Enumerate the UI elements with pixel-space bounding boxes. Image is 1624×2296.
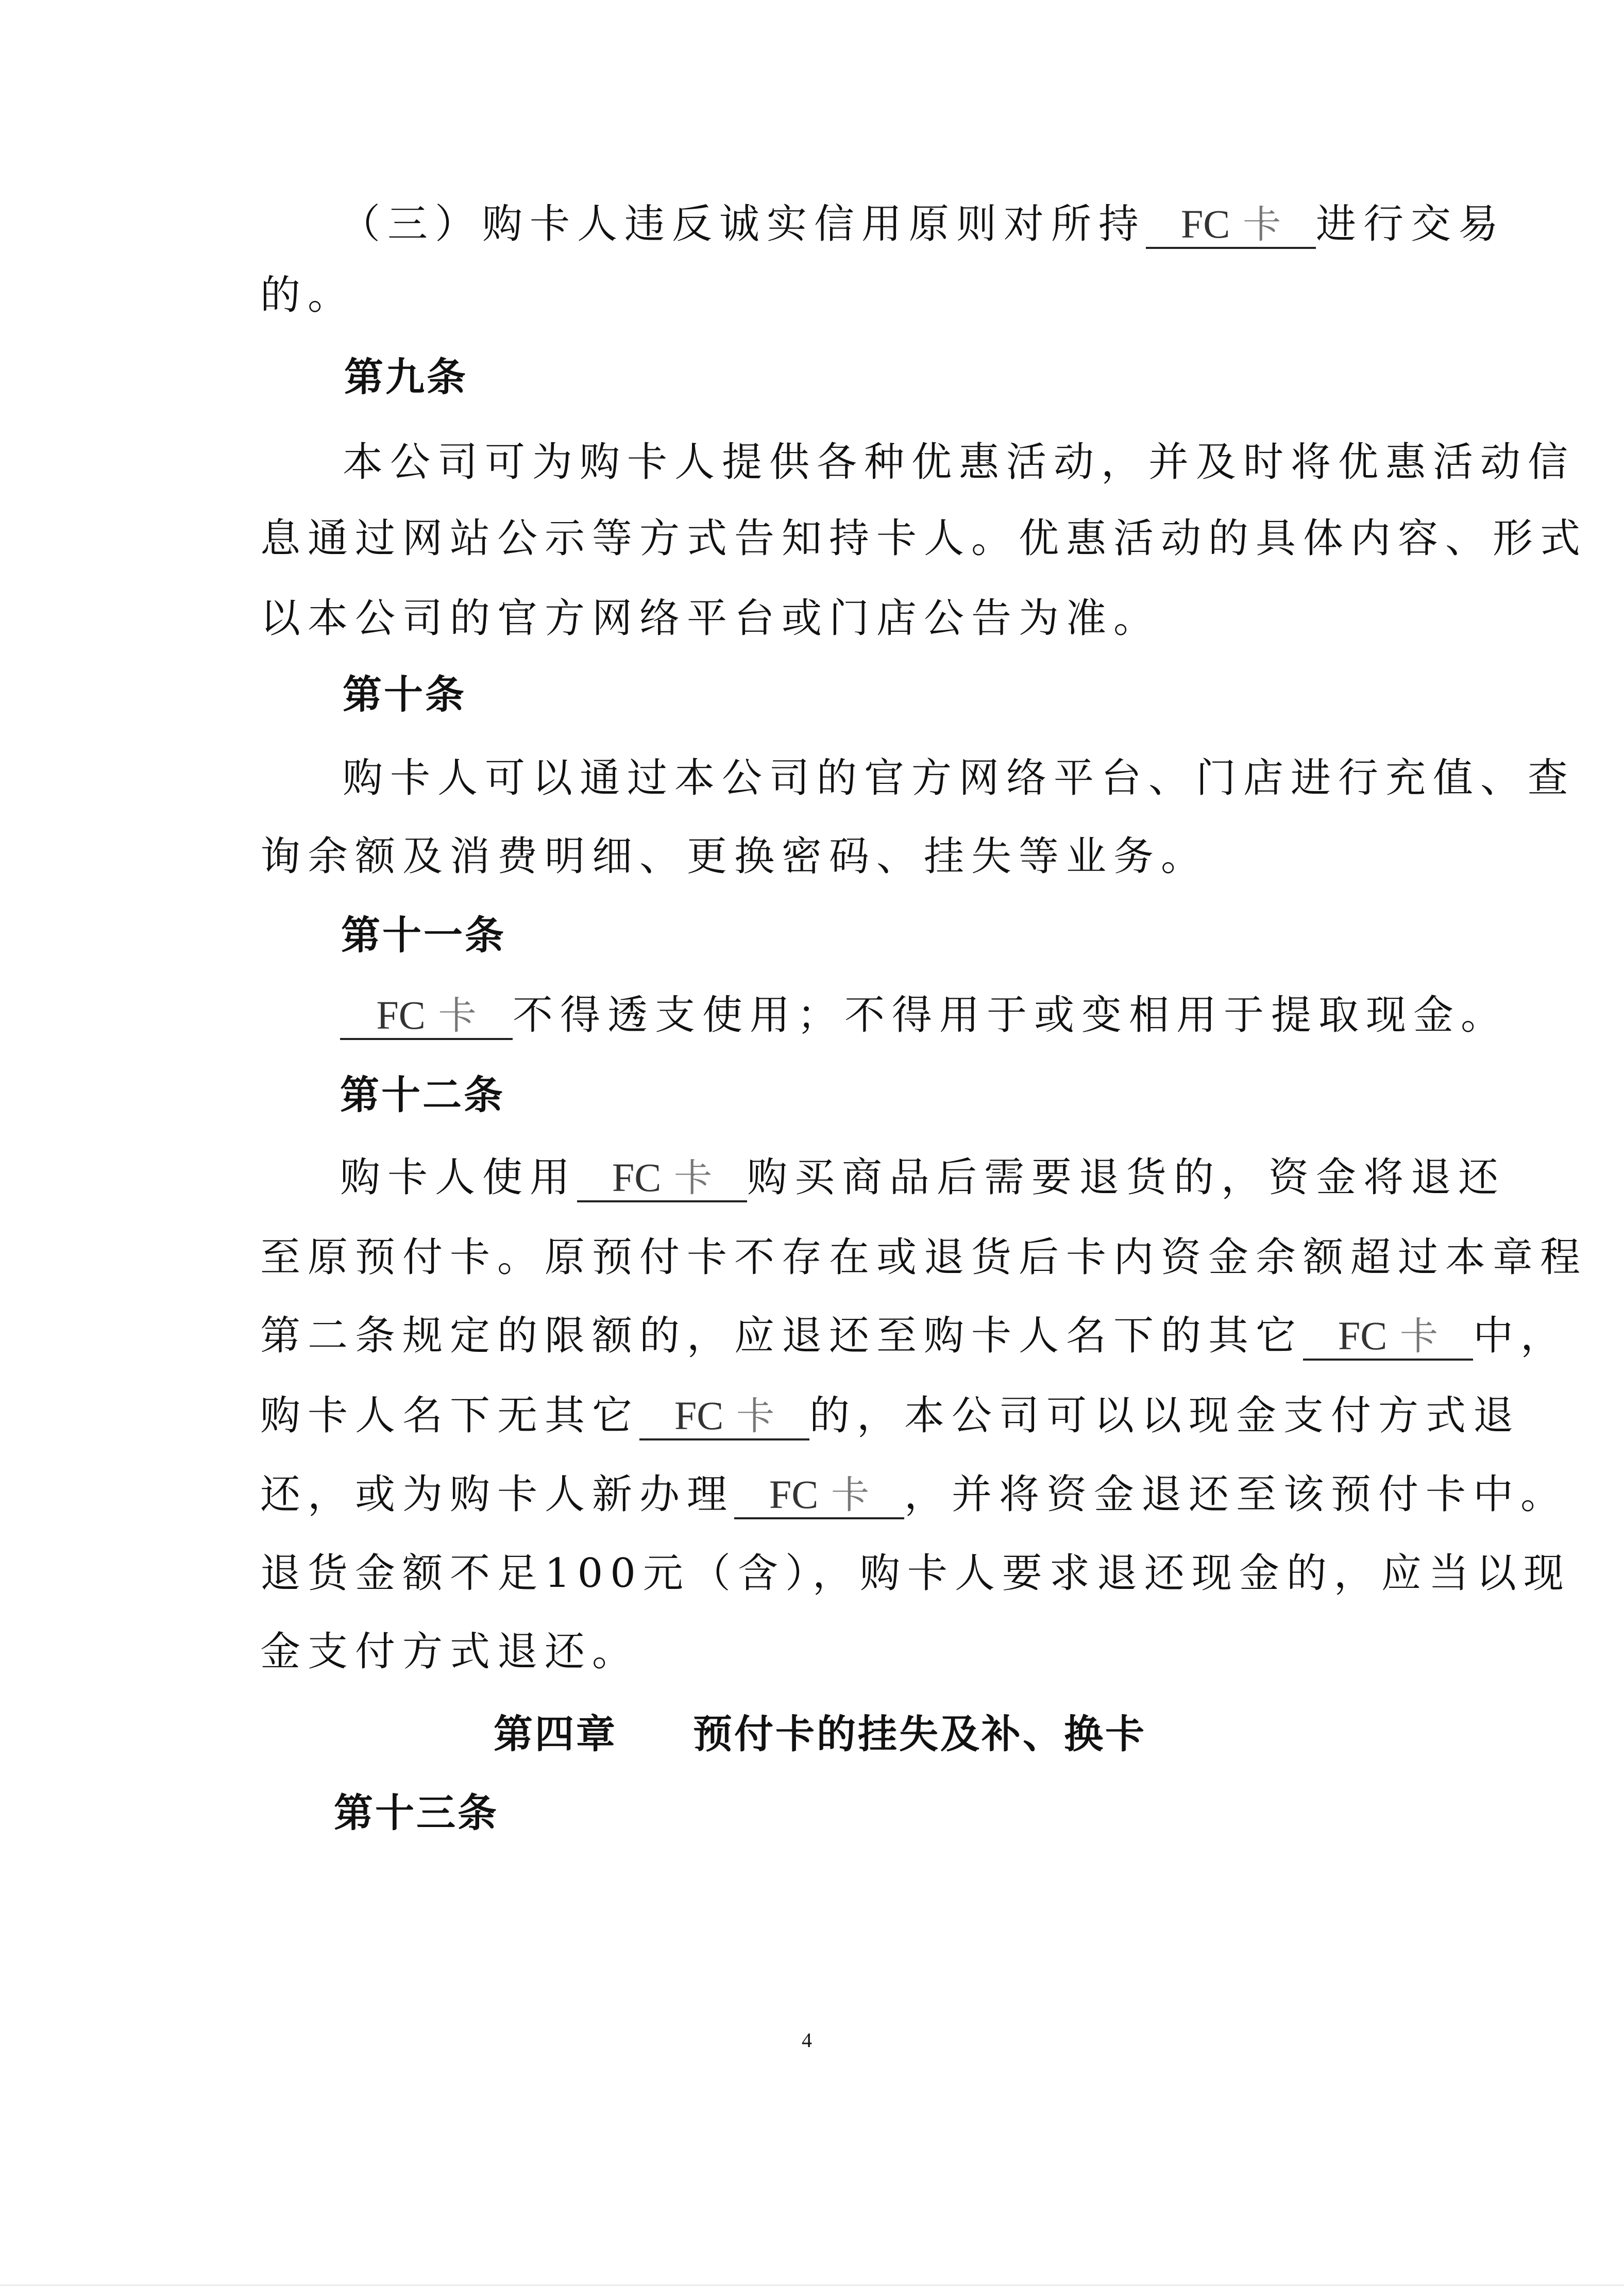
card-word: 卡 xyxy=(438,994,477,1038)
text-segment: 第二条规定的限额的，应退还至购卡人名下的其它 xyxy=(260,1313,1304,1359)
paragraph-line xyxy=(340,198,1505,250)
fc-card-fill-blank xyxy=(734,1472,904,1519)
card-code: FC xyxy=(769,1472,819,1517)
paragraph-line xyxy=(260,1469,1568,1520)
text-segment: 进行交易 xyxy=(1316,201,1506,247)
text-segment: 中， xyxy=(1473,1313,1568,1359)
paragraph-line xyxy=(260,1626,639,1678)
article-heading-10: 第十条 xyxy=(343,672,466,717)
text-segment: 金支付方式退还。 xyxy=(260,1629,640,1675)
paragraph-line xyxy=(260,513,1587,564)
fc-card-fill-blank xyxy=(1146,202,1316,249)
paragraph-line xyxy=(260,831,1208,882)
fc-card-fill-blank xyxy=(639,1394,809,1440)
text-segment: 购卡人使用 xyxy=(340,1154,578,1201)
paragraph-line xyxy=(343,437,1575,488)
card-word: 卡 xyxy=(736,1394,775,1438)
paragraph-line xyxy=(343,752,1575,804)
text-segment: 购卡人可以通过本公司的官方网络平台、门店进行充值、查 xyxy=(343,755,1576,801)
text-segment: 本公司可为购卡人提供各种优惠活动，并及时将优惠活动信 xyxy=(343,439,1576,485)
text-segment: 的，本公司可以以现金支付方式退 xyxy=(809,1393,1521,1439)
card-code: FC xyxy=(376,993,426,1037)
text-segment: 至原预付卡。原预付卡不存在或退货后卡内资金余额超过本章程 xyxy=(260,1234,1588,1281)
fc-card-fill-blank xyxy=(1303,1314,1473,1361)
card-code: FC xyxy=(1338,1313,1388,1358)
text-segment: 的。 xyxy=(260,272,356,319)
fc-card-fill-blank xyxy=(340,993,513,1040)
article-heading-12: 第十二条 xyxy=(340,1072,505,1118)
article-heading-11: 第十一条 xyxy=(341,912,506,958)
scan-edge-divider xyxy=(0,2285,1624,2286)
text-segment: 还，或为购卡人新办理 xyxy=(260,1471,735,1518)
paragraph-line xyxy=(260,1310,1568,1362)
paragraph-line xyxy=(340,990,1508,1041)
card-code: FC xyxy=(674,1393,724,1438)
card-word: 卡 xyxy=(1400,1314,1439,1359)
card-word: 卡 xyxy=(674,1156,713,1200)
text-segment: 不得透支使用；不得用于或变相用于提取现金。 xyxy=(513,992,1509,1038)
text-segment: 息通过网站公示等方式告知持卡人。优惠活动的具体内容、形式 xyxy=(260,515,1588,562)
article-heading-13: 第十三条 xyxy=(334,1790,499,1836)
text-segment: 退货金额不足100元（含），购卡人要求退还现金的，应当以现 xyxy=(260,1550,1571,1597)
text-segment: ，并将资金退还至该预付卡中。 xyxy=(904,1471,1568,1518)
fc-card-fill-blank xyxy=(577,1155,747,1202)
text-segment: 购卡人名下无其它 xyxy=(260,1393,640,1439)
paragraph-line xyxy=(340,1152,1505,1203)
paragraph-line xyxy=(260,1548,1571,1599)
text-segment: 购买商品后需要退货的，资金将退还 xyxy=(747,1154,1506,1201)
paragraph-line xyxy=(260,270,355,321)
text-segment: 询余额及消费明细、更换密码、挂失等业务。 xyxy=(260,833,1209,880)
card-word: 卡 xyxy=(1243,203,1281,247)
chapter-number: 第四章 xyxy=(494,1711,617,1757)
chapter-title: 预付卡的挂失及补、换卡 xyxy=(693,1711,1146,1757)
page-number: 4 xyxy=(802,2029,812,2052)
card-code: FC xyxy=(612,1155,662,1200)
paragraph-line xyxy=(260,593,1161,644)
card-word: 卡 xyxy=(831,1473,870,1517)
text-segment: 以本公司的官方网络平台或门店公告为准。 xyxy=(260,595,1161,642)
text-segment: （三）购卡人违反诚实信用原则对所持 xyxy=(340,201,1146,247)
paragraph-line xyxy=(260,1390,1520,1442)
paragraph-line xyxy=(260,1232,1587,1283)
card-code: FC xyxy=(1180,202,1230,246)
article-heading-9: 第九条 xyxy=(344,354,468,400)
